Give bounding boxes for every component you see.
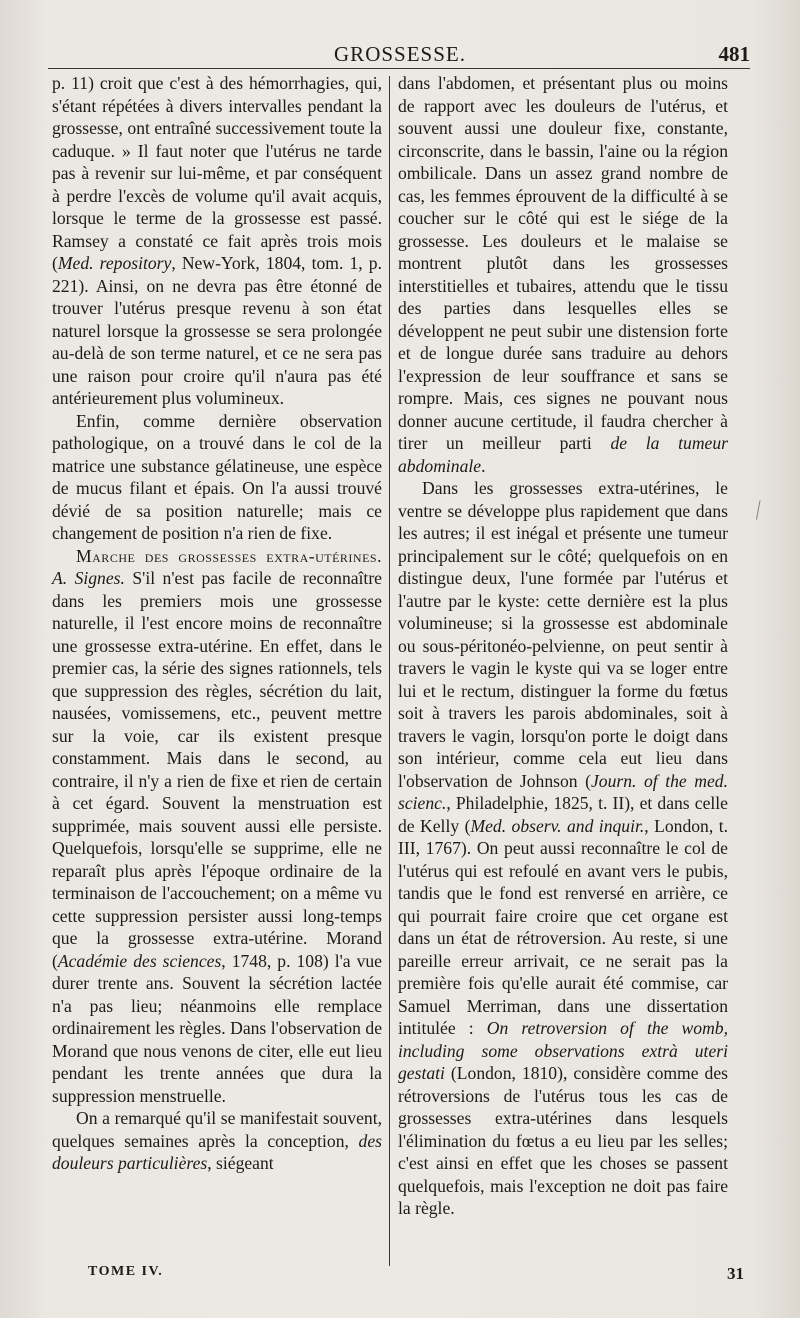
section-paragraph: Marche des grossesses extra-utérines. A. Signes. S'il n'est pas facile de reconnaître dans les premiers mois une grossesse naturelle, il l'est encore moins de reconnaître une grossesse extra-utérine. En effet, dans le premier cas, la série des signes rationnels, tels que suppression des règles, sécrétion du lait, nausées, vomissemens, etc., peuvent mettre sur la voie, car ils existent presque constamment. Mais dans le second, au contraire, il n'y a rien de fixe et rien de certain à cet égard. Souvent la menstruation est supprimée, mais souvent aussi elle persiste. Quelquefois, lorsqu'elle se supprime, elle ne reparaît plus après l'époque ordinaire de la terminaison de l'accouchement; on a même vu cette suppression persister aussi long-temps que la grossesse extra-utérine. Morand (Académie des sciences, 1748, p. 108) l'a vue durer trente ans. Souvent la sécrétion lactée n'a pas lieu; néanmoins elle remplace ordinairement les règles. Dans l'observation de Morand que nous venons de citer, elle eut lieu pendant les trente années que dura la suppression menstruelle. <box>52 545 382 1106</box>
paragraph: Enfin, comme dernière observation pathologique, on a trouvé dans le col de la matrice une substance gélatineuse, une espèce de mucus filant et épais. On l'a aussi trouvé dévié de sa position naturelle; mais ce changement de position n'a rien de fixe. <box>52 410 382 543</box>
right-column <box>398 72 728 1220</box>
page-number: 481 <box>718 42 750 66</box>
subsection-heading: A. Signes. <box>52 568 125 588</box>
running-title: GROSSESSE. <box>334 42 466 66</box>
paragraph: dans l'abdomen, et présentant plus ou moins de rapport avec les douleurs de l'utérus, et souvent aussi une douleur fixe, constante, circonscrite, dans le bassin, l'aine ou la région ombilicale. Dans un assez grand nombre de cas, les femmes éprouvent de la difficulté à se coucher sur le côté qui est le siége de la grossesse. Les douleurs et le malaise se montrent plutôt dans les grossesses interstitielles et tubaires, attendu que le tissu des parties dans lesquelles elles se développent ne peut subir une distension forte et de longue durée sans traduire au dehors l'expression de leur souffrance et sans se rompre. Mais, ces signes ne pouvant nous donner aucune certitude, il faudra chercher à tirer un meilleur parti de la tumeur abdominale. <box>398 73 728 476</box>
left-column <box>52 72 382 1175</box>
signature-mark: 31 <box>727 1264 744 1283</box>
header-rule <box>48 68 750 69</box>
section-heading: Marche des grossesses extra-utérines. <box>76 545 382 566</box>
column-divider <box>389 76 390 1266</box>
paragraph: p. 11) croit que c'est à des hémorrhagies, qui, s'étant répétées à divers intervalles pendant la grossesse, ont entraîné successivement toute la caduque. » Il faut noter que l'utérus ne tarde pas à revenir sur lui-même, et par conséquent à perdre l'excès de volume qu'il avait acquis, lorsque le terme de la grossesse est passé. Ramsey a constaté ce fait après trois mois (Med. repository, New-York, 1804, tom. 1, p. 221). Ainsi, on ne devra pas être étonné de trouver l'utérus presque revenu à son état naturel lorsque la grossesse se sera prolongée au-delà de son terme naturel, et ce ne sera pas une raison pour croire qu'il n'aura pas été antérieurement plus volumineux. <box>52 73 382 408</box>
margin-pencil-mark: ⟋ <box>747 498 771 525</box>
paragraph: On a remarqué qu'il se manifestait souvent, quelques semaines après la conception, des douleurs particulières, siégeant <box>52 1108 382 1173</box>
page-footer <box>0 1264 800 1294</box>
tome-label: TOME IV. <box>88 1264 164 1279</box>
paragraph: Dans les grossesses extra-utérines, le ventre se développe plus rapidement que dans les autres; il est inégal et présente une tumeur principalement sur le côté; quelquefois on en distingue deux, l'une formée par l'utérus et l'autre par le kyste: cette dernière est la plus volumineuse; si la grossesse est abdominale ou sous-péritonéo-pelvienne, on peut sentir à travers le vagin le kyste qui va se loger entre lui et le rectum, distinguer la forme du fœtus soit à travers les parois abdominales, soit à travers le vagin, lorsqu'on porte le doigt dans son intérieur, comme cela eut lieu dans l'observation de Johnson (Journ. of the med. scienc., Philadelphie, 1825, t. II), et dans celle de Kelly (Med. observ. and inquir., London, t. III, 1767). On peut aussi reconnaître le col de l'utérus qui est refoulé en avant vers le pubis, tandis que le fond est renversé en arrière, ce qui pourrait faire croire que cet organe est dans un état de rétroversion. Au reste, si une pareille erreur arrivait, ce ne serait pas la première fois qu'elle aurait été commise, car Samuel Merriman, dans une dissertation intitulée : On retroversion of the womb, including some observations extrà uteri gestati (London, 1810), considère comme des rétroversions de l'utérus tous les cas de grossesses extra-utérines dans lesquels l'élimination du fœtus a eu lieu par les selles; c'est ainsi en effet que les choses se passent quelquefois, mais l'exception ne doit pas faire la règle. <box>398 478 729 1218</box>
